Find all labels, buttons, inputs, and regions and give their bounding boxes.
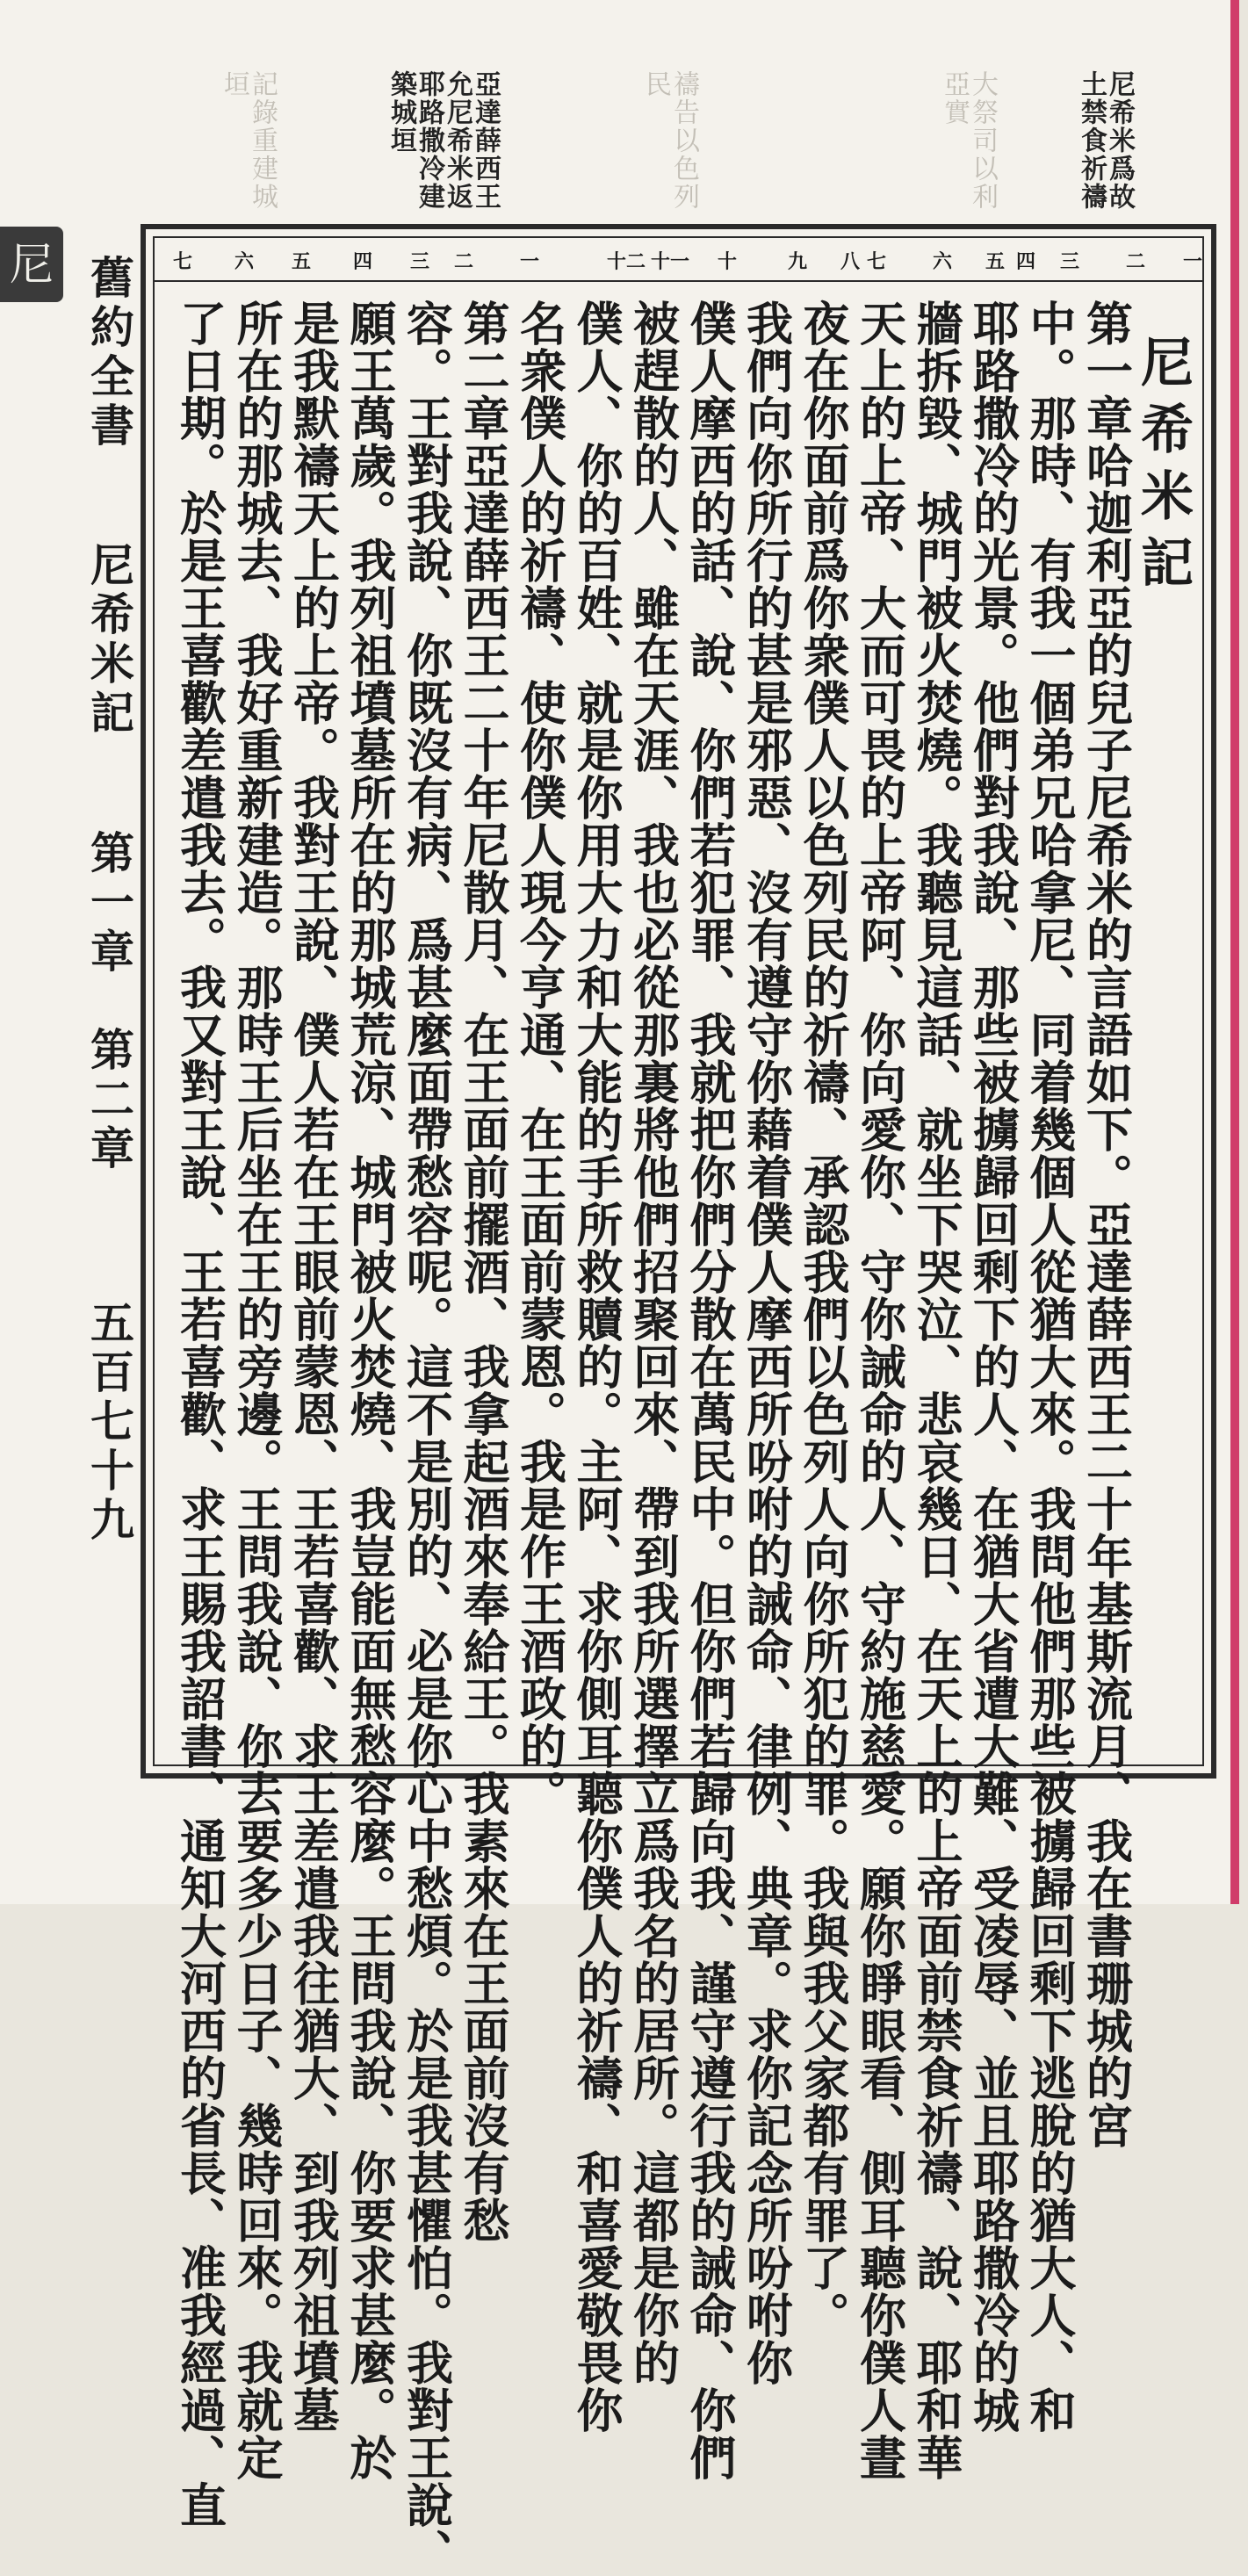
page-edge [1230, 0, 1239, 1904]
verse-number: 五 [291, 250, 311, 273]
text-column: 僕人、你的百姓、就是你用大力和大能的手所救贖的。主阿、求你側耳聽你僕人的祈禱、和喜愛敬畏你 [569, 299, 624, 2434]
text-column: 了日期。於是王喜歡差遣我去。我又對王說、王若喜歡、求王賜我詔書、通知大河西的省長、准我經過、直 [172, 299, 227, 2529]
verse-number: 四 [352, 250, 372, 273]
text-column: 是我默禱天上的上帝。我對王說、僕人若在王眼前蒙恩、王若喜歡、求王差遣我往猶大、到我列祖墳墓 [285, 299, 341, 2434]
page-number: 五百七十九 [83, 1300, 135, 1547]
verse-number: 三 [409, 250, 429, 273]
verse-number: 十二 [607, 250, 646, 273]
verse-number: 六 [234, 250, 254, 273]
text-column: 名衆僕人的祈禱、使你僕人現今亨通、在王面前蒙恩。我是作王酒政的。 [512, 299, 567, 1817]
verse-number: 六 [932, 250, 952, 273]
top-note-4: 亞達薛西王允尼希米返耶路撒冷建築城垣 [386, 70, 501, 211]
top-note-5: 記錄重建城垣 [219, 70, 278, 211]
text-column: 牆拆毀、城門被火焚燒。我聽見這話、就坐下哭泣、悲哀幾日、在天上的上帝面前禁食祈禱、說、耶和華 [909, 299, 963, 2481]
text-column: 所在的那城去、我好重新建造。那時王后坐在王的旁邊。王問我說、你去要多少日子、幾時回來。我就定 [229, 299, 284, 2481]
chapter-thumb-tab[interactable]: 尼 [0, 227, 63, 302]
verse-number: 八 [840, 250, 860, 273]
top-marginal-notes [0, 61, 1248, 215]
text-column: 夜在你面前爲你衆僕人以色列民的祈禱、承認我們以色列人向你所犯的罪。我與我父家都有罪了。 [796, 299, 850, 2339]
running-head-chapters: 第一章 第二章 [83, 829, 135, 1174]
verse-number: 七 [866, 250, 886, 273]
text-column: 中。那時、有我一個弟兄哈拿尼、同着幾個人從猶大來。我問他們那些被擄歸回剩下逃脫的猶大人、和 [1022, 299, 1077, 2434]
verse-number: 四 [1015, 250, 1035, 273]
running-head-book: 舊約全書 [83, 255, 135, 451]
verse-number: 九 [787, 250, 807, 273]
text-column: 我們向你所行的甚是邪惡、沒有遵守你藉着僕人摩西所吩咐的誡命、律例、典章。求你記念所吩咐你 [739, 299, 794, 2386]
text-column: 第一章哈迦利亞的兒子尼希米的言語如下。亞達薛西王二十年基斯流月、我在書珊城的宮 [1078, 299, 1134, 2149]
text-frame-inner [153, 236, 1204, 2576]
verse-number: 十一 [651, 250, 690, 273]
text-column: 天上的上帝、大而可畏的上帝阿、你向愛你、守你誡命的人、守約施慈愛。願你睜眼看、側耳聽你僕人晝 [852, 299, 907, 2481]
verse-number-rule [155, 280, 1202, 282]
verse-number: 二 [1125, 250, 1145, 273]
book-title: 尼希米記 [1132, 335, 1194, 602]
verse-number: 二 [453, 250, 473, 273]
running-head [83, 255, 141, 1713]
top-note-2: 大祭司以利亞實 [939, 70, 998, 211]
top-note-1: 尼希米爲故土禁食祈禱 [1076, 70, 1135, 211]
text-column: 被趕散的人、雖在天涯、我也必從那裏將他們招聚回來、帶到我所選擇立爲我名的居所。這都是你的 [625, 299, 681, 2386]
text-column: 僕人摩西的話、說、你們若犯罪、我就把你們分散在萬民中。但你們若歸向我、謹守遵行我的誡命、你們 [682, 299, 737, 2481]
verse-number: 七 [172, 250, 192, 273]
text-column: 第二章亞達薛西王二十年尼散月、在王面前擺酒、我拿起酒來奉給王。我素來在王面前沒有愁 [456, 299, 510, 2244]
text-column: 容。王對我說、你既沒有病、爲甚麼面帶愁容呢。這不是別的、必是你心中愁煩。於是我甚懼怕。我對王說、 [399, 299, 454, 2576]
verse-number: 三 [1059, 250, 1079, 273]
verse-number: 五 [985, 250, 1005, 273]
text-frame [141, 224, 1216, 2576]
verse-number: 一 [519, 250, 539, 273]
running-head-title: 尼希米記 [83, 542, 135, 740]
text-column: 願王萬歲。我列祖墳墓所在的那城荒涼、城門被火焚燒、我豈能面無愁容麼。王問我說、你要求甚麼。於 [343, 299, 397, 2481]
verse-number: 十 [717, 250, 737, 273]
verse-number: 一 [1182, 250, 1202, 273]
text-column: 耶路撒冷的光景。他們對我說、那些被擄歸回剩下的人、在猶大省遭大難、受凌辱、並且耶路撒冷的城 [965, 299, 1021, 2434]
top-note-3: 禱告以色列民 [640, 70, 699, 211]
